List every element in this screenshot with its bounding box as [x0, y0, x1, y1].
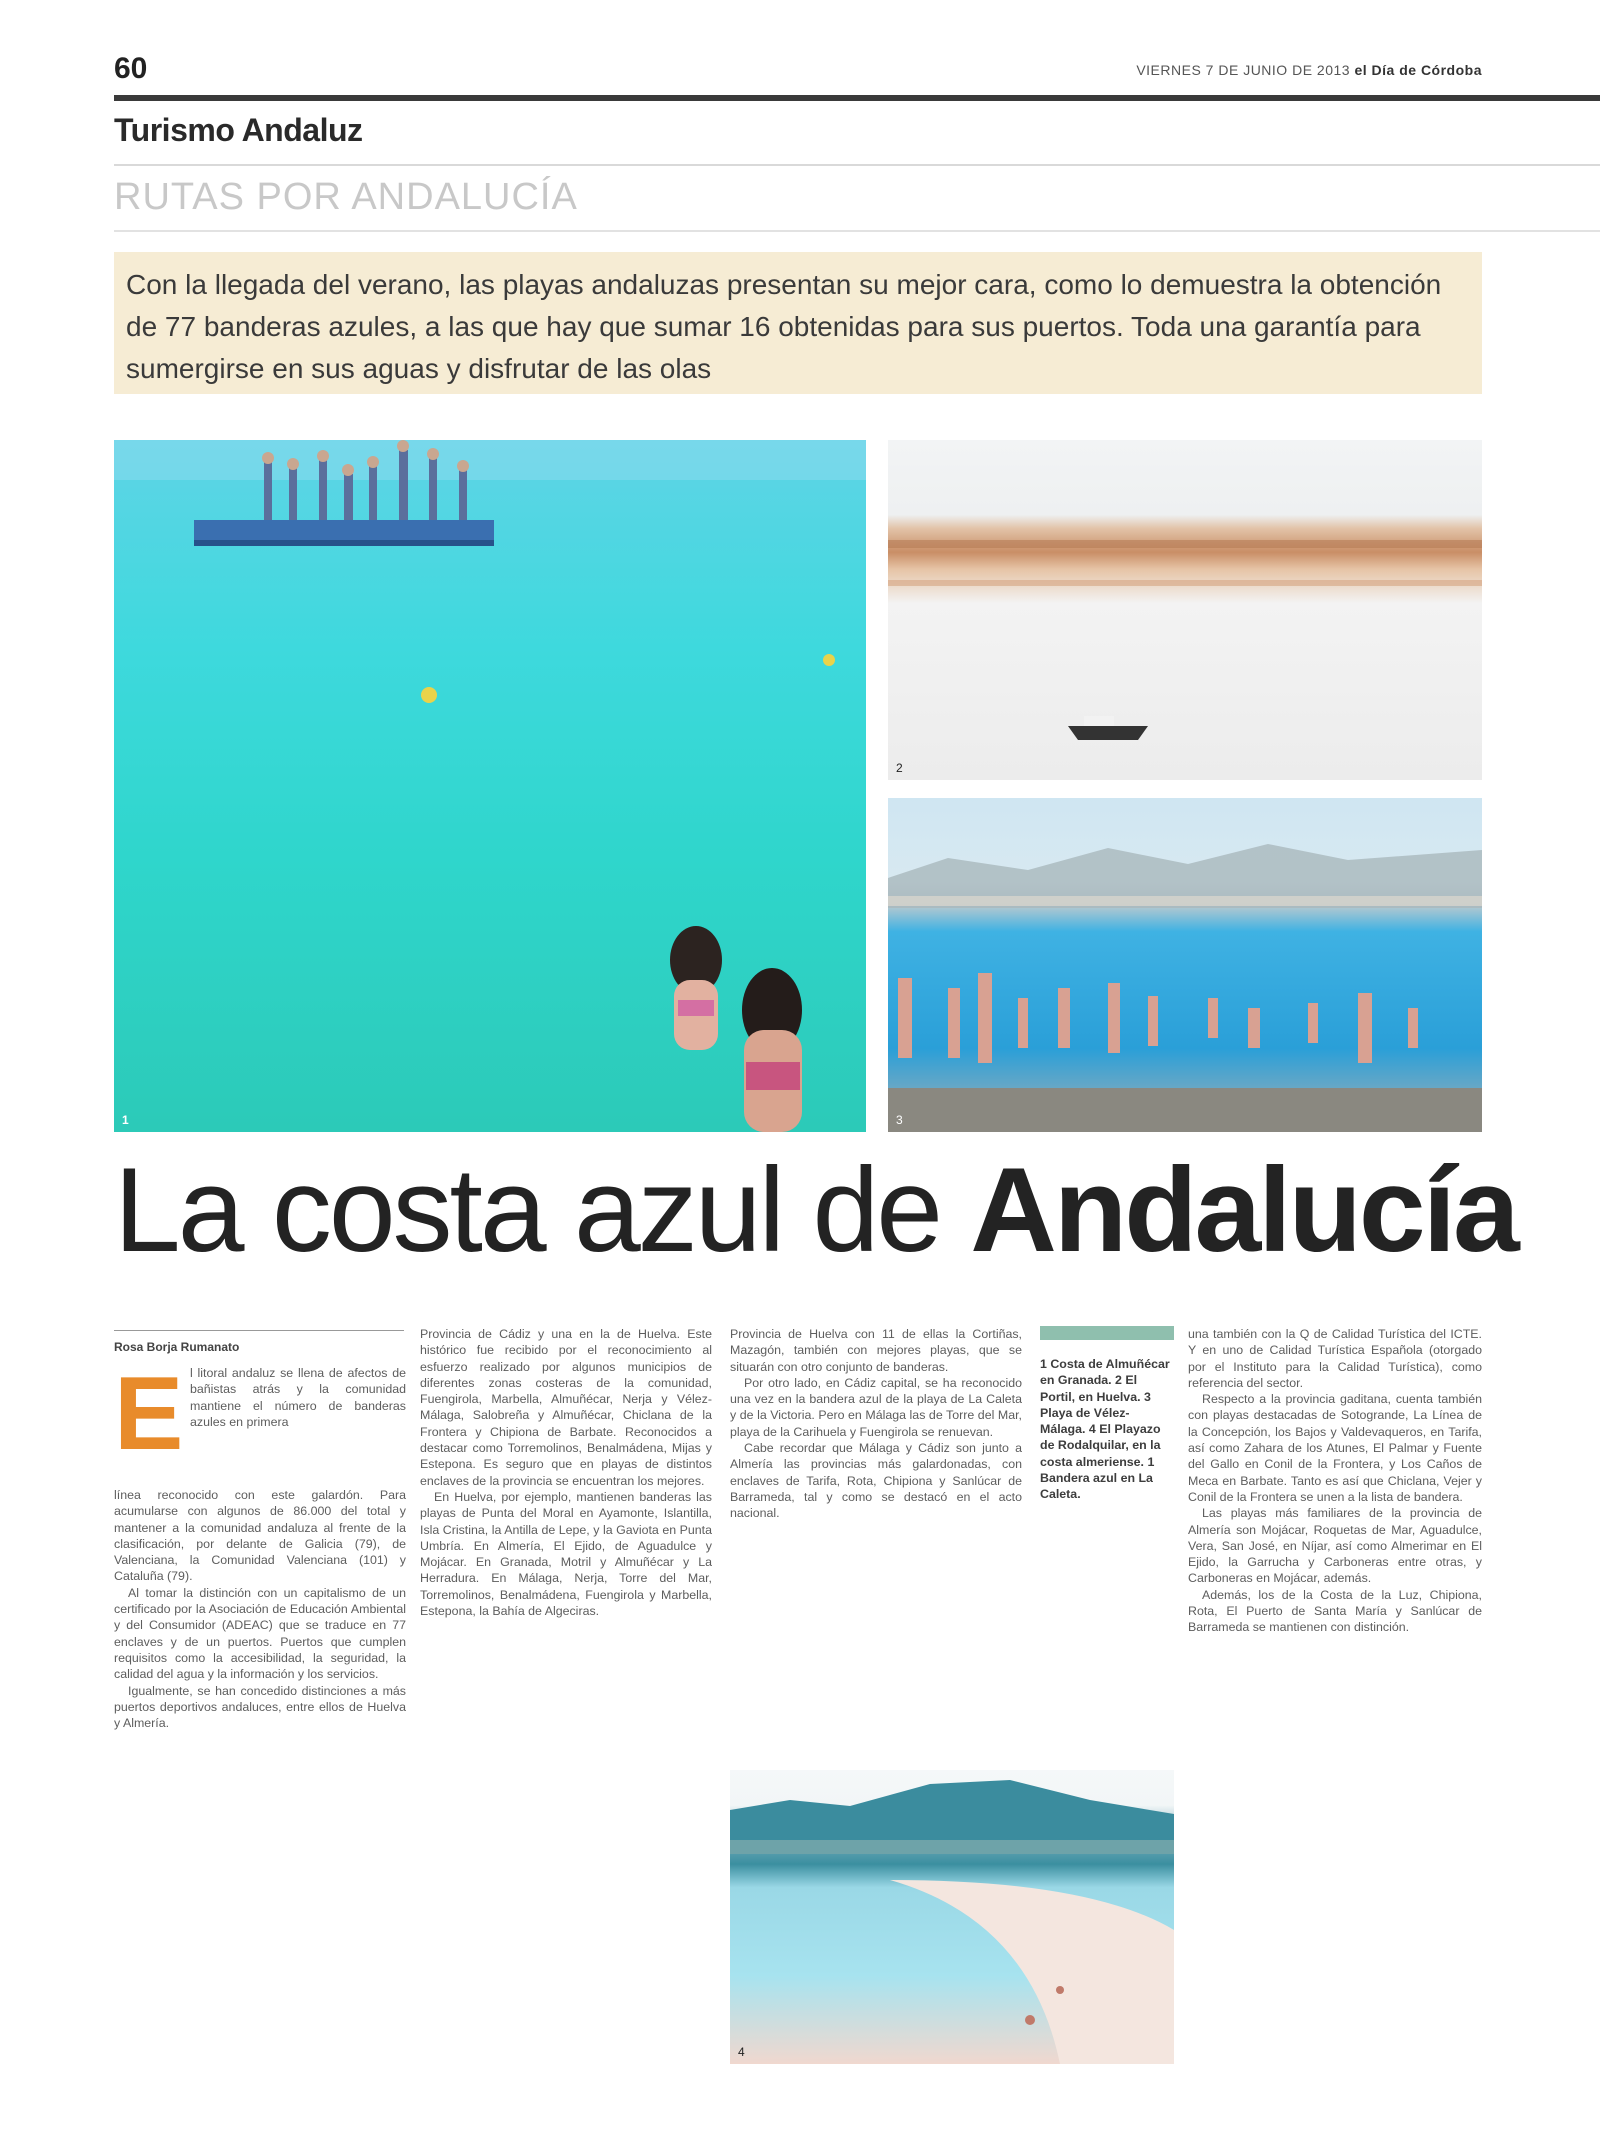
- headline-light: La costa azul de: [114, 1143, 971, 1277]
- column-3-para-3: Cabe recordar que Málaga y Cádiz son junto a Almería las provincias más galardonadas, con enclaves de Tarifa, Rota, Chipiona y Sanlúcar de Barrameda, tal y como se destacó en el acto nacional.: [730, 1441, 1022, 1521]
- column-1: [114, 1487, 406, 2065]
- sidebar-color-bar: [1040, 1326, 1174, 1340]
- page-number: 60: [114, 52, 148, 85]
- column-1-para-3: Igualmente, se han concedido distinciones a más puertos deportivos andaluces, entre ellos de Huelva y Almería.: [114, 1683, 406, 1731]
- column-1-opening-text: l litoral andaluz se llena de afectos de bañistas atrás y la comunidad mantiene el número de banderas azules en primera: [190, 1366, 406, 1429]
- column-2: [420, 1326, 712, 2066]
- column-1-para-2: Al tomar la distinción con un capitalismo de un certificado por la Asociación de Educación Ambiental y del Consumidor (ADEAC) que se traduce en 77 enclaves y de un puertos. Puertos que cumplen requisitos como la accesibilidad, la seguridad, la calidad del agua y la información y los servicios.: [114, 1585, 406, 1682]
- column-5-para-1: una también con la Q de Calidad Turística del ICTE. Y en uno de Calidad Turística Española (otorgado por el Instituto para la Calidad Turística), como referencia del sector.: [1188, 1327, 1482, 1390]
- masthead-date: VIERNES 7 DE JUNIO DE 2013: [1136, 62, 1351, 78]
- photo-number-4: 4: [738, 2045, 745, 2059]
- headline-bold: Andalucía: [970, 1143, 1517, 1277]
- column-5-para-4: Además, los de la Costa de la Luz, Chipiona, Rota, El Puerto de Santa María y Sanlúcar de Barrameda se mantienen con distinción.: [1188, 1587, 1482, 1635]
- photo-swimmers-drawing: [114, 440, 866, 1132]
- column-2-para-1: Provincia de Cádiz y una en la de Huelva. Este histórico fue recibido por el reconocimiento al esfuerzo realizado por algunos municipios de diferentes zonas costeras de la comunidad, Fuengirola, Marbella, Almuñécar, Nerja y Vélez-Málaga, Salobreña y Almuñécar, Chiclana de la Frontera y Chipiona de Barbate. Reconocidos a destacar como Torremolinos, Benalmádena, Mijas y Estepona. Es seguro que en playas de distintos enclaves de la provincia se encuentran los mejores.: [420, 1327, 712, 1488]
- column-5: [1188, 1326, 1482, 2066]
- photo-crowded-beach-drawing: [888, 798, 1482, 1132]
- top-rule: [114, 95, 1600, 101]
- column-5-para-2: Respecto a la provincia gaditana, cuenta también con playas destacadas de Sotogrande, La Línea de la Concepción, los Bajos y Valdevaqueros, en Tarifa, así como Zahara de los Atunes, El Palmar y Fuente del Gallo en Conil de la Frontera, y Los Caños de Meca en Barbate. Tanto es así que Chiclana, Vejer y Conil de la Frontera se unen a la lista de bandera.: [1188, 1392, 1482, 1504]
- column-3-para-1: Provincia de Huelva con 11 de ellas la Cortiñas, Mazagón, también con mejores playas, que se situarán con otro conjunto de banderas.: [730, 1327, 1022, 1374]
- photo-bay: [730, 1770, 1174, 2064]
- column-1-opening: [190, 1365, 406, 1487]
- photo-number-2: 2: [896, 761, 903, 775]
- column-5-para-3: Las playas más familiares de la provincia de Almería son Mojácar, Roquetas de Mar, Aguadulce, Vera, San José, en Níjar, así como Almerimar en El Ejido, la Garrucha y Carboneras entre otras, y Carboneras en Mojácar, además.: [1188, 1506, 1482, 1586]
- byline: Rosa Borja Rumanato: [114, 1340, 240, 1354]
- drop-cap: E: [114, 1356, 184, 1472]
- section-title: Turismo Andaluz: [114, 112, 363, 148]
- section-divider: [114, 164, 1600, 166]
- column-3: [730, 1326, 1022, 1756]
- photo-sandbanks: [888, 440, 1482, 780]
- photo-sandbanks-drawing: [888, 440, 1482, 780]
- column-1-para-1: línea reconocido con este galardón. Para acumularse con algunos de 86.000 del total y mantener a la comunidad andaluza al frente de la clasificación, por delante de Galicia (79), de Valenciana, la Comunidad Valenciana (101) y Cataluña (79).: [114, 1488, 406, 1584]
- kicker-divider: [114, 230, 1600, 232]
- headline: [114, 1140, 1517, 1280]
- photo-crowded-beach: [888, 798, 1482, 1132]
- photo-bay-drawing: [730, 1770, 1174, 2064]
- photo-swimmers: [114, 440, 866, 1132]
- section-kicker: RUTAS POR ANDALUCÍA: [114, 176, 578, 218]
- column-3-para-2: Por otro lado, en Cádiz capital, se ha reconocido una vez en la bandera azul de la playa de La Caleta y de la Victoria. Pero en Málaga las de Torre del Mar, playa de la Carihuela y Fuengirola se renuevan.: [730, 1375, 1022, 1439]
- masthead-paper: el Día de Córdoba: [1354, 62, 1482, 78]
- photo-number-3: 3: [896, 1113, 903, 1127]
- byline-rule: [114, 1330, 404, 1331]
- photo-number-1: 1: [122, 1113, 129, 1127]
- masthead: [1136, 62, 1482, 78]
- photo-captions: 1 Costa de Almuñécar en Granada. 2 El Portil, en Huelva. 3 Playa de Vélez-Málaga. 4 El Playazo de Rodalquilar, en la costa almeriense. 1 Bandera azul en La Caleta.: [1040, 1357, 1170, 1502]
- lead-text: Con la llegada del verano, las playas andaluzas presentan su mejor cara, como lo demuestra la obtención de 77 banderas azules, a las que hay que sumar 16 obtenidas para sus puertos. Toda una garantía para sumergirse en sus aguas y disfrutar de las olas: [126, 269, 1442, 384]
- column-2-para-2: En Huelva, por ejemplo, mantienen banderas las playas de Punta del Moral en Ayamonte, Islantilla, Isla Cristina, la Antilla de Lepe, y la Gaviota en Punta Umbría. En Almería, El Ejido, de Aguadulce y Mojácar. En Granada, Motril y Almuñécar y La Herradura. En Málaga, Nerja, Torre del Mar, Torremolinos, Benalmádena, Fuengirola y Marbella, Estepona, la Bahía de Algeciras.: [420, 1489, 712, 1619]
